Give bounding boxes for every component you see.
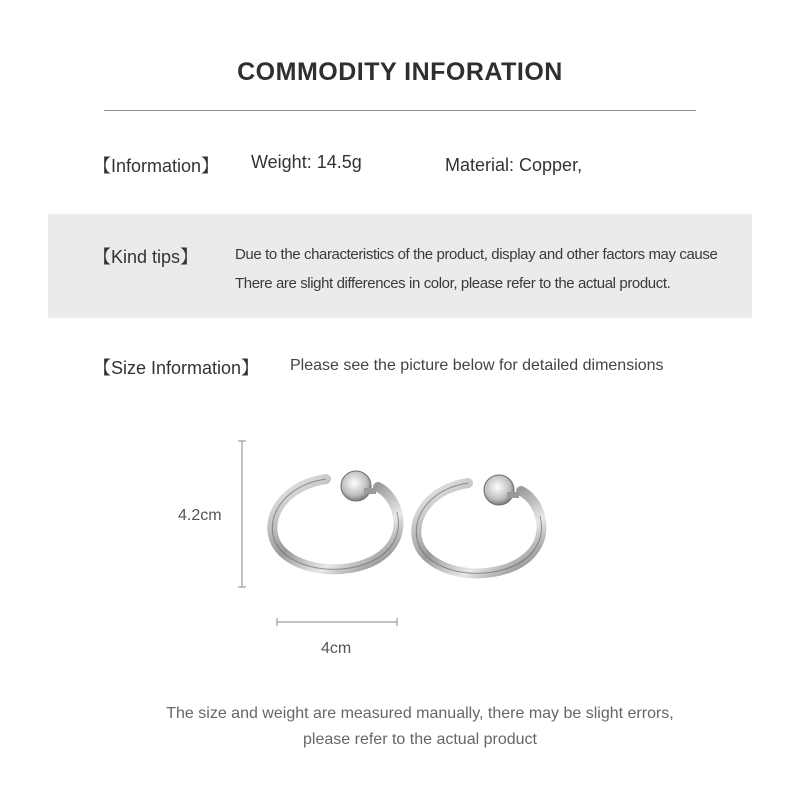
width-dimension-label: 4cm bbox=[321, 640, 352, 657]
page-title: COMMODITY INFORATION bbox=[237, 58, 563, 86]
material-value: Material: Copper, bbox=[445, 155, 583, 175]
weight-value: Weight: 14.5g bbox=[251, 152, 362, 172]
height-dimension-line bbox=[238, 441, 246, 587]
size-information-note: Please see the picture below for detailed dimensions bbox=[290, 357, 664, 374]
footer-note-line-2: please refer to the actual product bbox=[303, 731, 537, 748]
information-label: 【Information】 bbox=[93, 156, 220, 176]
right-earring bbox=[416, 475, 541, 573]
height-dimension-label: 4.2cm bbox=[178, 507, 222, 524]
footer-note-line-1: The size and weight are measured manually, there may be slight errors, bbox=[166, 705, 674, 722]
left-earring bbox=[272, 471, 398, 569]
width-dimension-line bbox=[277, 618, 397, 626]
kind-tips-label: 【Kind tips】 bbox=[93, 247, 199, 267]
kind-tips-line-2: There are slight differences in color, please refer to the actual product. bbox=[235, 275, 671, 292]
kind-tips-line-1: Due to the characteristics of the product, display and other factors may cause bbox=[235, 246, 718, 263]
size-information-label: 【Size Information】 bbox=[93, 358, 260, 378]
